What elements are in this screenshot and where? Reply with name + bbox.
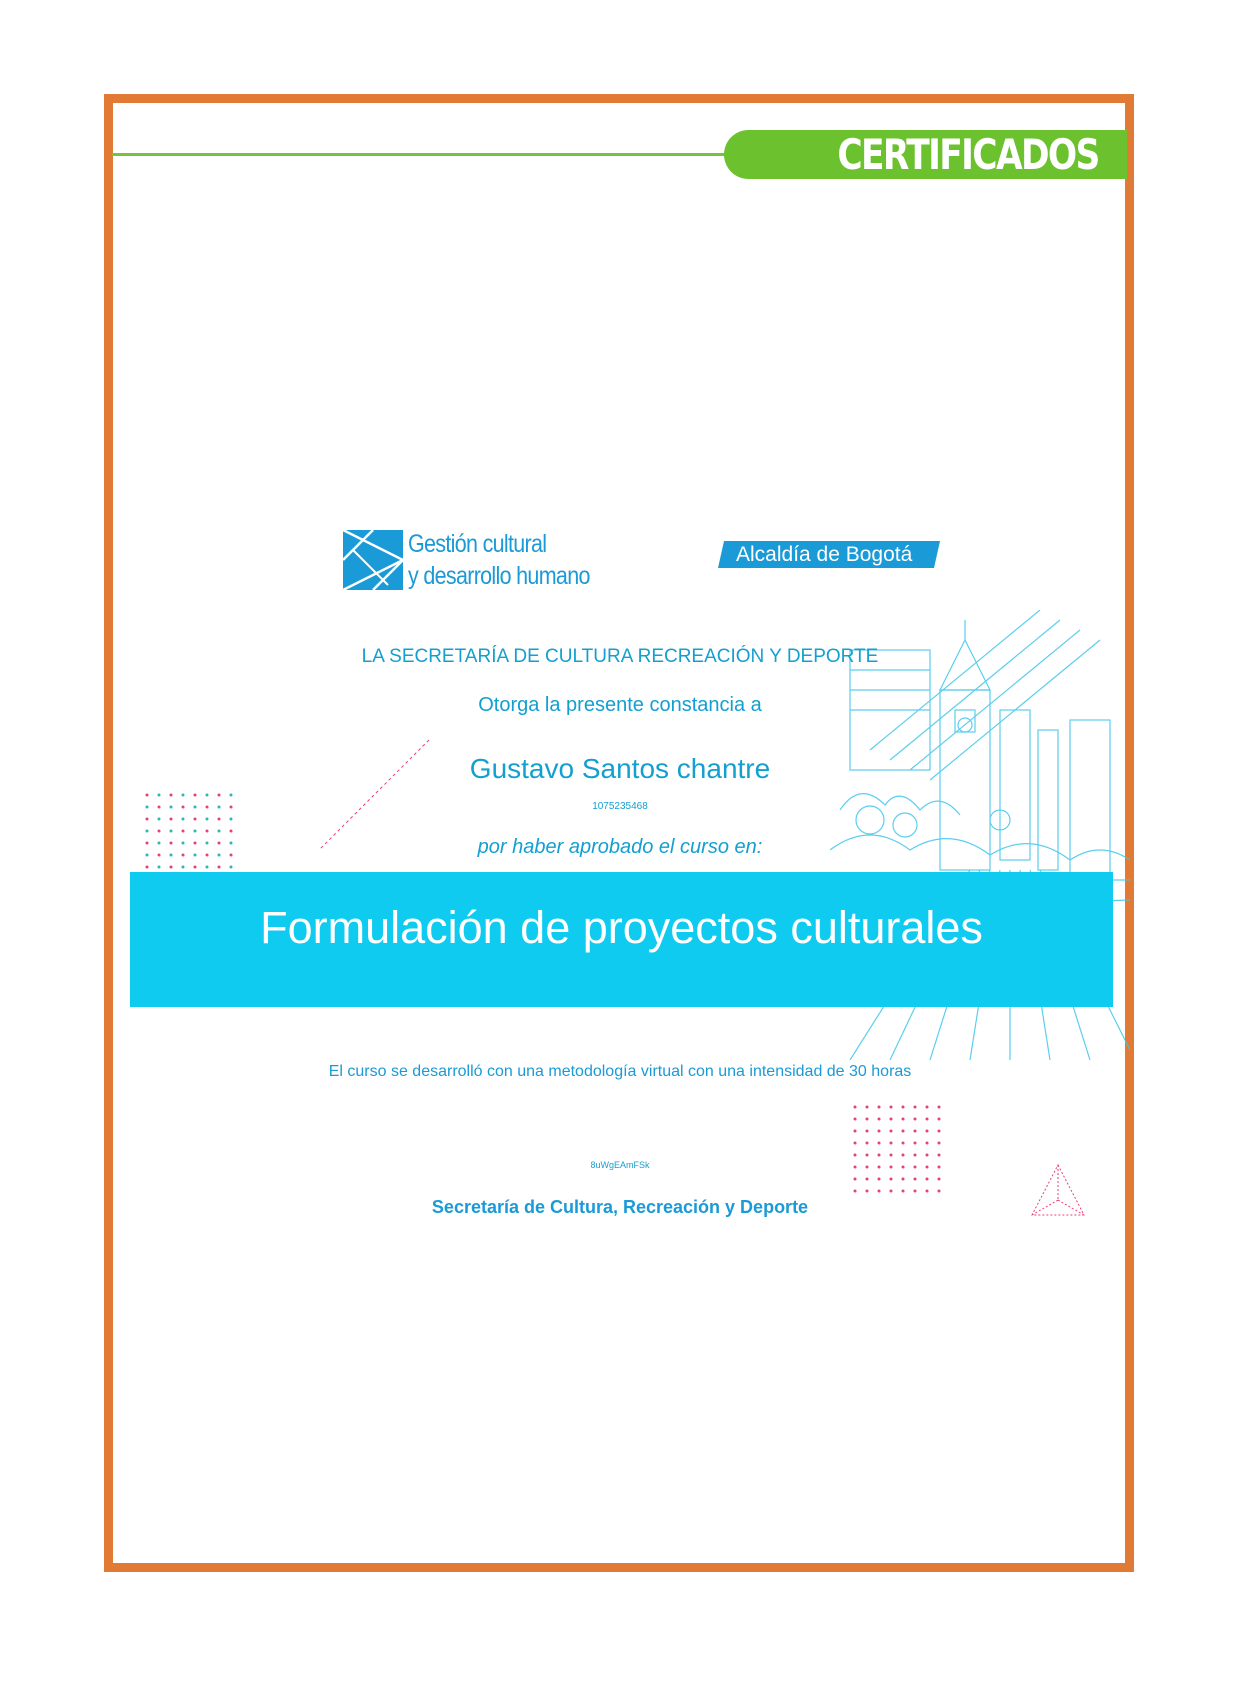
dotted-grid-right xyxy=(850,1102,950,1202)
decorative-dot xyxy=(182,830,185,833)
decorative-dot xyxy=(926,1130,929,1133)
decorative-dot xyxy=(158,854,161,857)
decorative-dot xyxy=(938,1106,941,1109)
decorative-dot xyxy=(854,1130,857,1133)
decorative-dot xyxy=(170,842,173,845)
decorative-dot xyxy=(230,818,233,821)
gestion-cultural-logo-icon xyxy=(343,530,403,590)
decorative-dot xyxy=(890,1118,893,1121)
decorative-dot xyxy=(158,794,161,797)
logo-text xyxy=(408,528,590,592)
decorative-dot xyxy=(194,794,197,797)
decorative-dot xyxy=(158,866,161,869)
decorative-dot xyxy=(170,806,173,809)
decorative-dot xyxy=(146,842,149,845)
decorative-dot xyxy=(878,1190,881,1193)
decorative-dot xyxy=(890,1106,893,1109)
decorative-dot xyxy=(854,1154,857,1157)
decorative-dot xyxy=(158,842,161,845)
reason-text: por haber aprobado el curso en: xyxy=(477,836,763,858)
course-details: El curso se desarrolló con una metodología virtual con una intensidad de 30 horas xyxy=(328,1063,912,1080)
decorative-dot xyxy=(866,1154,869,1157)
decorative-dot xyxy=(902,1130,905,1133)
decorative-dot xyxy=(890,1154,893,1157)
decorative-dot xyxy=(890,1178,893,1181)
decorative-dot xyxy=(914,1190,917,1193)
decorative-dot xyxy=(938,1178,941,1181)
course-title: Formulación de proyectos culturales xyxy=(260,902,983,953)
decorative-dot xyxy=(158,830,161,833)
logo-line2: y desarrollo humano xyxy=(408,562,590,590)
decorative-dot xyxy=(878,1142,881,1145)
decorative-dot xyxy=(914,1154,917,1157)
decorative-dot xyxy=(902,1106,905,1109)
issuer-heading: LA SECRETARÍA DE CULTURA RECREACIÓN Y DEPORTE xyxy=(361,646,879,667)
header-rule xyxy=(112,153,732,156)
decorative-dot xyxy=(854,1106,857,1109)
decorative-dot xyxy=(926,1106,929,1109)
decorative-dot xyxy=(854,1118,857,1121)
decorative-dot xyxy=(206,830,209,833)
decorative-dot xyxy=(914,1142,917,1145)
decorative-dot xyxy=(878,1106,881,1109)
decorative-dot xyxy=(182,866,185,869)
decorative-dot xyxy=(146,854,149,857)
decorative-dot xyxy=(182,794,185,797)
alcaldia-label: Alcaldía de Bogotá xyxy=(736,543,913,566)
decorative-dot xyxy=(146,866,149,869)
decorative-dot xyxy=(206,794,209,797)
decorative-dot xyxy=(866,1118,869,1121)
decorative-dot xyxy=(146,830,149,833)
decorative-dot xyxy=(926,1178,929,1181)
decorative-dot xyxy=(866,1178,869,1181)
decorative-dot xyxy=(182,818,185,821)
header-tab xyxy=(724,130,1127,179)
decorative-dot xyxy=(914,1178,917,1181)
decorative-dot xyxy=(194,830,197,833)
logo-line1: Gestión cultural xyxy=(408,530,547,558)
decorative-dot xyxy=(938,1154,941,1157)
header-tab-label: CERTIFICADOS xyxy=(837,130,1099,179)
decorative-dot xyxy=(182,806,185,809)
decorative-dot xyxy=(926,1118,929,1121)
decorative-dot xyxy=(170,830,173,833)
decorative-dot xyxy=(914,1130,917,1133)
decorative-dot xyxy=(866,1130,869,1133)
decorative-dot xyxy=(158,806,161,809)
decorative-dot xyxy=(902,1190,905,1193)
decorative-dot xyxy=(938,1130,941,1133)
decorative-dot xyxy=(146,806,149,809)
decorative-dot xyxy=(926,1154,929,1157)
decorative-dot xyxy=(206,818,209,821)
decorative-dot xyxy=(170,854,173,857)
decorative-dot xyxy=(938,1142,941,1145)
decorative-dot xyxy=(866,1106,869,1109)
decorative-dot xyxy=(170,866,173,869)
decorative-dot xyxy=(938,1118,941,1121)
recipient-name: Gustavo Santos chantre xyxy=(469,753,771,784)
decorative-dot xyxy=(218,866,221,869)
decorative-dot xyxy=(230,866,233,869)
grant-text: Otorga la presente constancia a xyxy=(478,694,762,716)
decorative-dot xyxy=(182,842,185,845)
decorative-dot xyxy=(218,818,221,821)
decorative-dot xyxy=(866,1190,869,1193)
decorative-dot xyxy=(194,806,197,809)
decorative-dot xyxy=(194,866,197,869)
verification-code: 8uWgEAmFSk xyxy=(590,1160,650,1170)
decorative-dot xyxy=(230,830,233,833)
decorative-dot xyxy=(926,1142,929,1145)
decorative-dot xyxy=(854,1190,857,1193)
decorative-dot xyxy=(914,1106,917,1109)
decorative-dot xyxy=(902,1142,905,1145)
decorative-dot xyxy=(194,818,197,821)
decorative-dot xyxy=(938,1190,941,1193)
decorative-dot xyxy=(146,818,149,821)
decorative-dot xyxy=(170,818,173,821)
decorative-dot xyxy=(878,1178,881,1181)
decorative-dot xyxy=(902,1154,905,1157)
decorative-dot xyxy=(854,1142,857,1145)
decorative-dot xyxy=(890,1142,893,1145)
decorative-dot xyxy=(182,854,185,857)
decorative-dot xyxy=(230,794,233,797)
decorative-dot xyxy=(878,1130,881,1133)
decorative-dot xyxy=(878,1154,881,1157)
decorative-dot xyxy=(194,854,197,857)
decorative-dot xyxy=(890,1190,893,1193)
decorative-dot xyxy=(218,794,221,797)
decorative-dot xyxy=(854,1178,857,1181)
decorative-dot xyxy=(218,830,221,833)
decorative-dot xyxy=(158,818,161,821)
decorative-dot xyxy=(146,794,149,797)
decorative-dot xyxy=(890,1130,893,1133)
decorative-dot xyxy=(194,842,197,845)
decorative-dot xyxy=(878,1118,881,1121)
decorative-dot xyxy=(206,866,209,869)
recipient-id: 1075235468 xyxy=(592,801,648,812)
decorative-dot xyxy=(926,1190,929,1193)
decorative-dot xyxy=(170,794,173,797)
decorative-dot xyxy=(902,1118,905,1121)
decorative-dot xyxy=(902,1178,905,1181)
decorative-dot xyxy=(866,1142,869,1145)
decorative-dot xyxy=(914,1118,917,1121)
signature-entity: Secretaría de Cultura, Recreación y Deporte xyxy=(431,1197,809,1217)
